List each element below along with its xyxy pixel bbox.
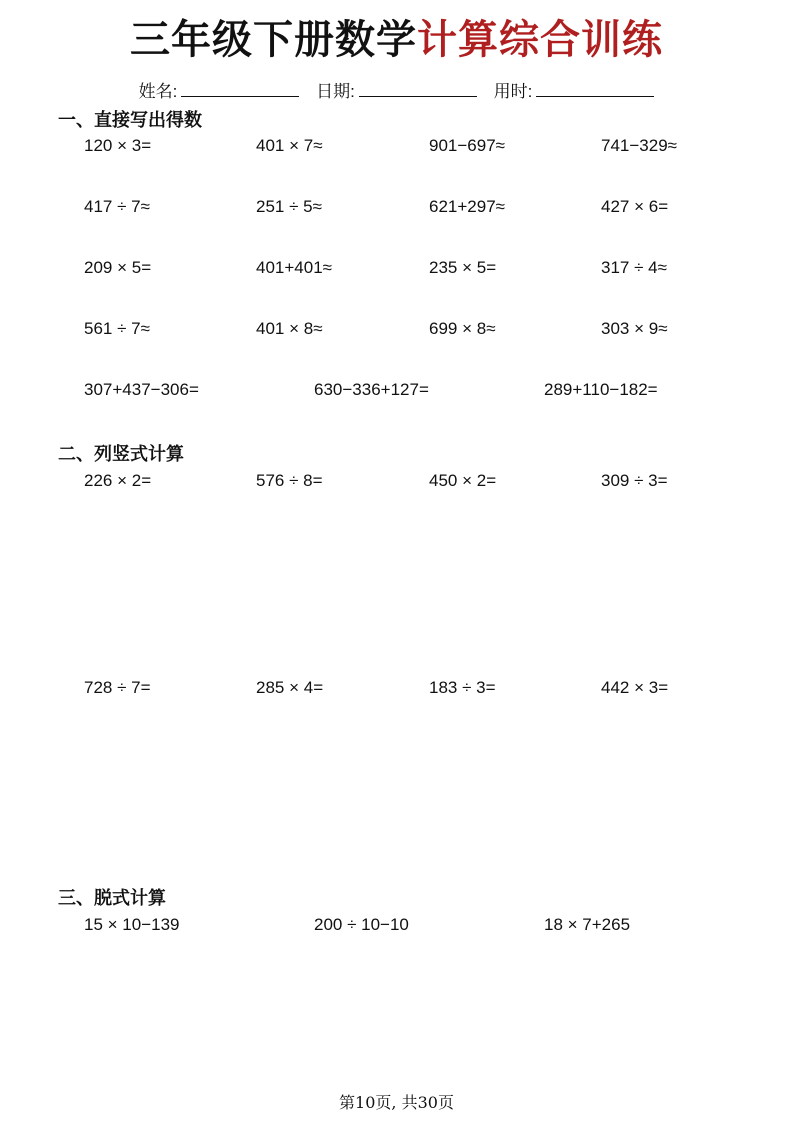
problem: 417 ÷ 7≈ [84, 197, 150, 216]
problem: 309 ÷ 3= [601, 471, 668, 490]
problem: 427 × 6= [601, 197, 669, 216]
problem: 728 ÷ 7= [84, 678, 151, 697]
title-part-red: 计算综合训练 [417, 16, 663, 63]
section-step-calc-title: 三、脱式计算 [58, 888, 166, 908]
problem: 401+401≈ [256, 258, 332, 277]
name-field[interactable] [139, 82, 300, 101]
time-field[interactable] [494, 82, 655, 101]
problem: 120 × 3= [84, 136, 152, 155]
problem: 699 × 8≈ [429, 319, 496, 338]
problem: 901−697≈ [429, 136, 505, 155]
name-blank[interactable] [181, 80, 299, 97]
problem: 561 ÷ 7≈ [84, 319, 150, 338]
section-direct-answer-title: 一、直接写出得数 [58, 110, 202, 130]
problem-row [0, 196, 793, 218]
problem-row [0, 470, 793, 492]
section-vertical-calc-title: 二、列竖式计算 [58, 444, 184, 464]
problem: 251 ÷ 5≈ [256, 197, 322, 216]
problem: 209 × 5= [84, 258, 152, 277]
problem: 226 × 2= [84, 471, 152, 490]
problem: 307+437−306= [84, 380, 199, 399]
problem-row [0, 914, 793, 936]
student-info-line [0, 80, 793, 103]
problem: 15 × 10−139 [84, 915, 180, 934]
problem: 450 × 2= [429, 471, 497, 490]
problem: 183 ÷ 3= [429, 678, 496, 697]
problem-row [0, 379, 793, 401]
page-title [0, 14, 793, 66]
problem: 289+110−182= [544, 380, 658, 399]
name-label: 姓名: [138, 82, 178, 101]
problem: 576 ÷ 8= [256, 471, 323, 490]
problem: 235 × 5= [429, 258, 497, 277]
problem: 303 × 9≈ [601, 319, 668, 338]
page-number-footer: 第10页, 共30页 [339, 1093, 454, 1112]
problem-row [0, 257, 793, 279]
problem: 401 × 8≈ [256, 319, 323, 338]
problem-row [0, 318, 793, 340]
problem: 200 ÷ 10−10 [314, 915, 409, 934]
problem: 317 ÷ 4≈ [601, 258, 667, 277]
problem: 401 × 7≈ [256, 136, 323, 155]
problem: 741−329≈ [601, 136, 677, 155]
problem-row [0, 135, 793, 157]
date-field[interactable] [316, 82, 477, 101]
time-blank[interactable] [536, 80, 654, 97]
date-blank[interactable] [359, 80, 477, 97]
title-part-black: 三年级下册数学 [130, 16, 417, 63]
date-label: 日期: [316, 82, 355, 101]
problem: 285 × 4= [256, 678, 324, 697]
problem: 630−336+127= [314, 380, 429, 399]
problem: 442 × 3= [601, 678, 669, 697]
problem-row [0, 677, 793, 699]
problem: 621+297≈ [429, 197, 505, 216]
time-label: 用时: [493, 82, 533, 101]
problem: 18 × 7+265 [544, 915, 631, 934]
